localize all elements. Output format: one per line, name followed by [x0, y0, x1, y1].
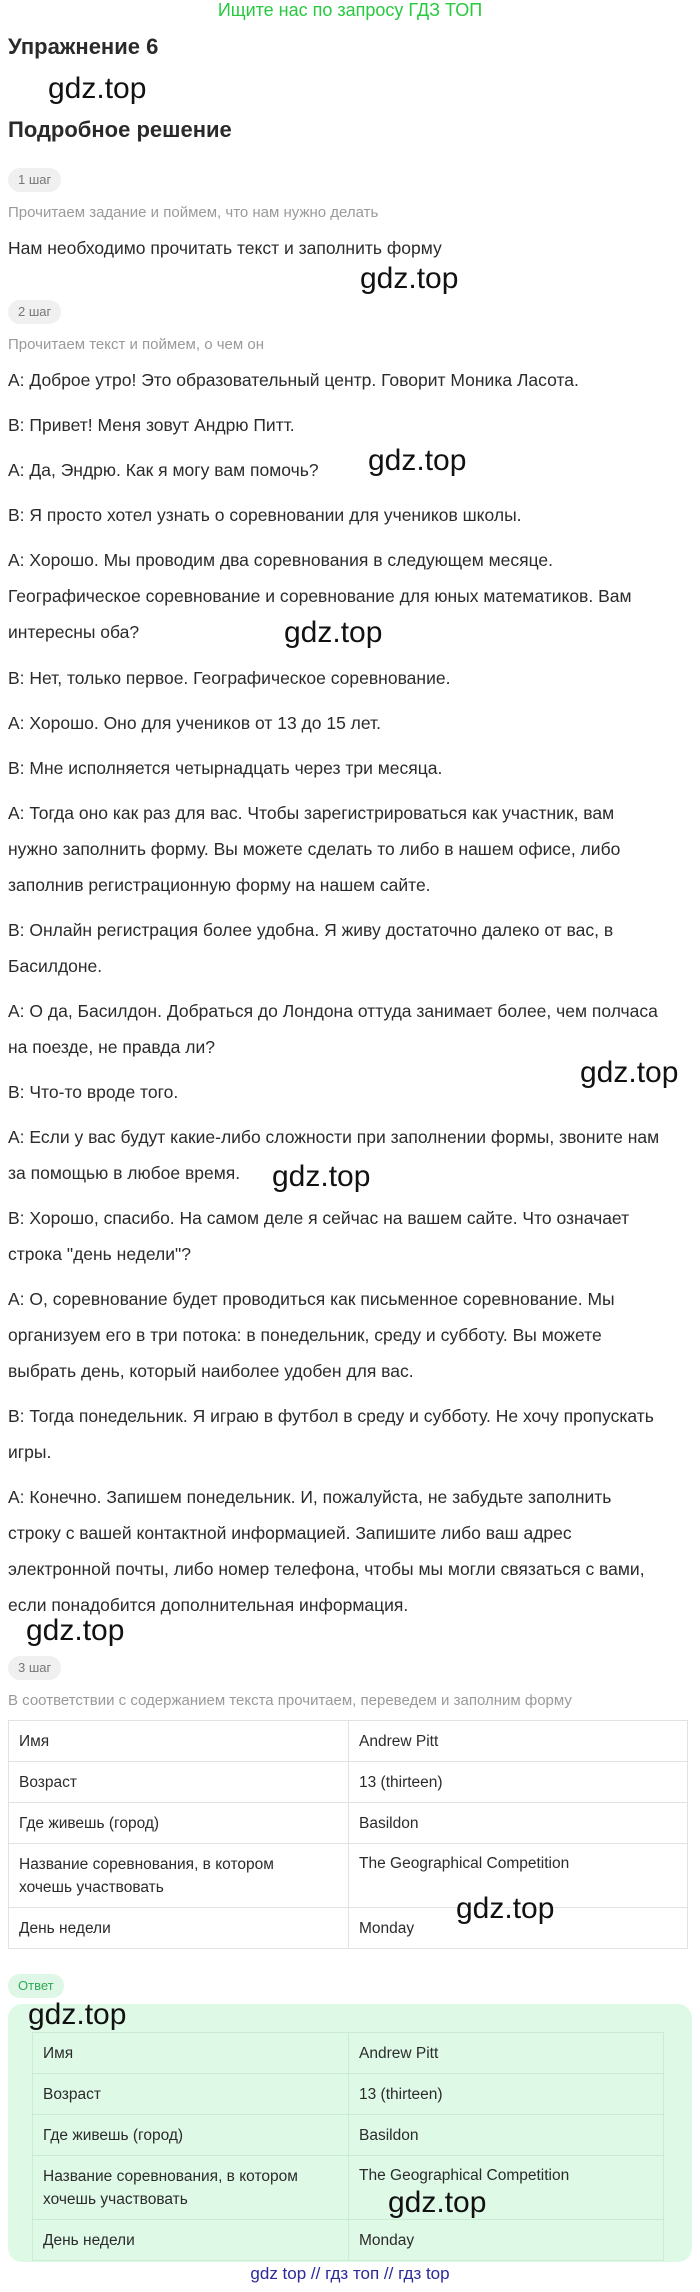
- dialogue-line: заполнив регистрационную форму на нашем сайте.: [8, 875, 431, 895]
- table-row: [33, 2220, 664, 2261]
- top-banner[interactable]: Ищите нас по запросу ГДЗ ТОП: [217, 0, 483, 20]
- watermark: gdz.top: [26, 1614, 125, 1647]
- exercise-title: Упражнение 6: [8, 34, 159, 59]
- form-label-line: хочешь участвовать: [19, 1878, 164, 1896]
- table-row: [33, 2033, 664, 2074]
- form-value: Monday: [349, 2220, 664, 2261]
- form-label: День недели: [33, 2220, 349, 2261]
- form-value: The Geographical Competition: [349, 1844, 688, 1908]
- watermark: gdz.top: [284, 616, 383, 649]
- answer-badge: Ответ: [8, 1974, 64, 1998]
- table-row: [9, 1908, 688, 1949]
- form-label: Где живешь (город): [33, 2115, 349, 2156]
- form-value: Basildon: [349, 2115, 664, 2156]
- solution-subtitle: Подробное решение: [8, 117, 232, 142]
- step-2-hint: Прочитаем текст и поймем, о чем он: [8, 336, 264, 353]
- form-value: Andrew Pitt: [349, 2033, 664, 2074]
- form-label: Имя: [9, 1721, 349, 1762]
- dialogue-line: строка "день недели"?: [8, 1244, 191, 1264]
- table-row: [9, 1762, 688, 1803]
- watermark: gdz.top: [48, 72, 147, 105]
- dialogue-line: B: Онлайн регистрация более удобна. Я живу достаточно далеко от вас, в: [8, 920, 614, 940]
- form-value: Basildon: [349, 1803, 688, 1844]
- form-label: День недели: [9, 1908, 349, 1949]
- answer-form-table: [32, 2032, 664, 2261]
- step-1-text: Нам необходимо прочитать текст и заполнить форму: [8, 238, 442, 258]
- step-1-badge: 1 шаг: [8, 168, 61, 192]
- dialogue-line: B: Привет! Меня зовут Андрю Питт.: [8, 415, 295, 435]
- dialogue-line: B: Нет, только первое. Географическое соревнование.: [8, 668, 451, 688]
- dialogue-line: Басилдоне.: [8, 956, 103, 976]
- form-label: [9, 1844, 349, 1908]
- dialogue-line: A: Конечно. Запишем понедельник. И, пожалуйста, не забудьте заполнить: [8, 1487, 612, 1507]
- form-label-line: Название соревнования, в котором: [19, 1855, 274, 1873]
- dialogue-line: выбрать день, который наиболее удобен для вас.: [8, 1361, 414, 1381]
- table-row: [33, 2115, 664, 2156]
- dialogue-line: A: Да, Эндрю. Как я могу вам помочь?: [8, 460, 319, 480]
- dialogue-line: организуем его в три потока: в понедельник, среду и субботу. Вы можете: [8, 1325, 602, 1345]
- dialogue-line: B: Мне исполняется четырнадцать через три месяца.: [8, 758, 443, 778]
- table-row: [9, 1721, 688, 1762]
- dialogue-line: A: Тогда оно как раз для вас. Чтобы зарегистрироваться как участник, вам: [8, 803, 615, 823]
- form-label: [33, 2156, 349, 2220]
- dialogue-line: на поезде, не правда ли?: [8, 1037, 215, 1057]
- table-row: [33, 2156, 664, 2220]
- dialogue-line: интересны оба?: [8, 622, 140, 642]
- watermark: gdz.top: [368, 444, 467, 477]
- dialogue-line: строку с вашей контактной информацией. Запишите либо ваш адрес: [8, 1523, 572, 1543]
- form-value: 13 (thirteen): [349, 1762, 688, 1803]
- dialogue-line: нужно заполнить форму. Вы можете сделать то либо в нашем офисе, либо: [8, 839, 621, 859]
- watermark: gdz.top: [360, 262, 459, 295]
- step-3-badge: 3 шаг: [8, 1656, 61, 1680]
- watermark: gdz.top: [272, 1160, 371, 1193]
- watermark: gdz.top: [456, 1892, 555, 1925]
- step-2-badge: 2 шаг: [8, 300, 61, 324]
- form-label: Где живешь (город): [9, 1803, 349, 1844]
- dialogue-line: A: Хорошо. Мы проводим два соревнования в следующем месяце.: [8, 550, 554, 570]
- form-label: Возраст: [33, 2074, 349, 2115]
- footer-links[interactable]: gdz top // гдз топ // гдз top: [250, 2264, 450, 2283]
- table-row: [9, 1803, 688, 1844]
- dialogue-line: Географическое соревнование и соревнование для юных математиков. Вам: [8, 586, 632, 606]
- registration-form-table: [8, 1720, 688, 1949]
- form-label: Имя: [33, 2033, 349, 2074]
- dialogue-line: A: О да, Басилдон. Добраться до Лондона оттуда занимает более, чем полчаса: [8, 1001, 658, 1021]
- form-value: The Geographical Competition: [349, 2156, 664, 2220]
- form-value: Andrew Pitt: [349, 1721, 688, 1762]
- dialogue-line: B: Я просто хотел узнать о соревновании для учеников школы.: [8, 505, 522, 525]
- dialogue-line: A: Доброе утро! Это образовательный центр. Говорит Моника Ласота.: [8, 370, 579, 390]
- table-row: [33, 2074, 664, 2115]
- form-value: 13 (thirteen): [349, 2074, 664, 2115]
- dialogue-line: B: Хорошо, спасибо. На самом деле я сейчас на вашем сайте. Что означает: [8, 1208, 630, 1228]
- dialogue-line: B: Что-то вроде того.: [8, 1082, 179, 1102]
- watermark: gdz.top: [28, 1998, 127, 2031]
- dialogue-line: A: О, соревнование будет проводиться как письменное соревнование. Мы: [8, 1289, 615, 1309]
- form-label-line: хочешь участвовать: [43, 2190, 188, 2208]
- dialogue-line: A: Хорошо. Оно для учеников от 13 до 15 лет.: [8, 713, 381, 733]
- dialogue-line: за помощью в любое время.: [8, 1163, 241, 1183]
- dialogue-line: B: Тогда понедельник. Я играю в футбол в среду и субботу. Не хочу пропускать: [8, 1406, 654, 1426]
- dialogue-line: A: Если у вас будут какие-либо сложности при заполнении формы, звоните нам: [8, 1127, 660, 1147]
- table-row: [9, 1844, 688, 1908]
- dialogue-line: электронной почты, либо номер телефона, чтобы мы могли связаться с вами,: [8, 1559, 645, 1579]
- form-label-line: Название соревнования, в котором: [43, 2167, 298, 2185]
- watermark: gdz.top: [388, 2186, 487, 2219]
- step-1-hint: Прочитаем задание и поймем, что нам нужно делать: [8, 204, 379, 221]
- dialogue-line: игры.: [8, 1442, 52, 1462]
- watermark: gdz.top: [580, 1056, 679, 1089]
- form-label: Возраст: [9, 1762, 349, 1803]
- step-3-hint: В соответствии с содержанием текста прочитаем, переведем и заполним форму: [8, 1692, 572, 1709]
- form-value: Monday: [349, 1908, 688, 1949]
- dialogue-line: если понадобится дополнительная информация.: [8, 1595, 409, 1615]
